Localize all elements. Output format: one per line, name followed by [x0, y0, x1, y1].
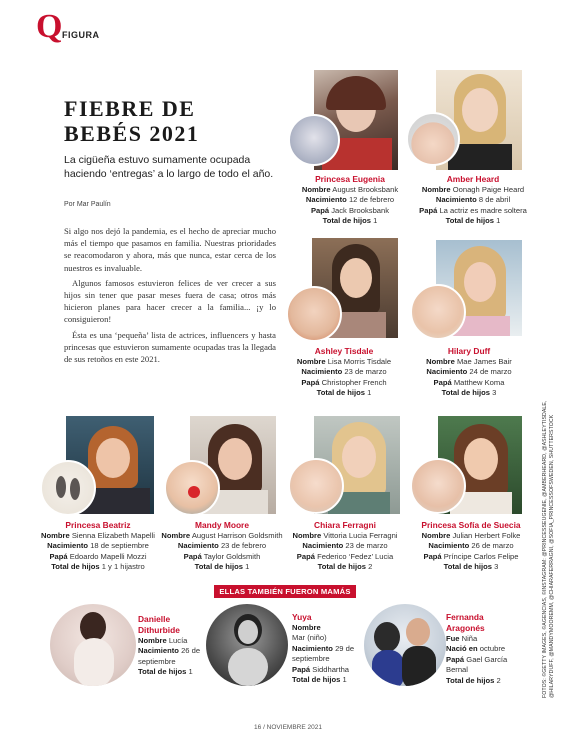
total-children: 3 [492, 388, 497, 398]
baby-photo-chiara [288, 458, 344, 514]
father-name: Jack Brooksbank [331, 205, 390, 215]
total-children: 1 [245, 562, 250, 572]
field-label: Nacimiento [302, 541, 344, 551]
baby-photo-hilary [410, 284, 466, 340]
field-label: Nombre [161, 531, 191, 540]
celeb-name: Amber Heard [446, 174, 500, 184]
father-name: Taylor Goldsmith [203, 551, 261, 561]
birth-date: 26 de marzo [471, 541, 514, 551]
baby-name: Sienna Elizabeth Mapelli [71, 531, 155, 540]
baby-name: August Brooksbank [332, 185, 399, 194]
field-label: Total de hijos [446, 675, 495, 685]
field-label: Nació en [446, 644, 478, 654]
total-children: 1 [342, 675, 347, 685]
birth-date: 18 de septiembre [90, 541, 149, 551]
celeb-name: Princesa Eugenia [315, 174, 385, 184]
field-label: Total de hijos [138, 667, 187, 677]
birth-date: 24 de marzo [469, 367, 512, 377]
field-label: Total de hijos [194, 562, 244, 572]
field-label: Nacimiento [292, 643, 333, 653]
field-label: Papá [423, 551, 442, 561]
father-name: Siddhartha [312, 664, 350, 674]
magazine-logo: Q [36, 8, 63, 45]
mom-photo-danielle [50, 604, 136, 686]
father-name: La actriz es madre soltera [439, 205, 527, 215]
celeb-name: Princesa Beatriz [65, 520, 131, 530]
field-label: Papá [296, 551, 315, 561]
total-children: 1 [367, 388, 372, 398]
mom-photo-yuya [206, 604, 288, 686]
byline: Por Mar Paulín [64, 201, 111, 208]
celeb-name: Princesa Sofía de Suecia [421, 520, 521, 530]
mom-photo-fernanda [364, 604, 446, 686]
birth-date: 23 de marzo [344, 367, 387, 377]
field-label: Total de hijos [292, 675, 341, 685]
field-label: Nombre [296, 357, 326, 366]
field-label: Nombre [426, 357, 455, 366]
celeb-info-mandy [160, 520, 284, 573]
photo-credits [538, 398, 562, 698]
celeb-name: Hilary Duff [447, 346, 491, 356]
field-label: Nacimiento [305, 195, 347, 205]
baby-name: Mae James Bair [456, 357, 512, 366]
total-children: 1 [373, 216, 378, 226]
baby-sex: Niña [461, 634, 478, 643]
baby-name: Mar (niño) [292, 633, 327, 643]
mom-info-danielle [138, 614, 206, 678]
baby-photo-eugenia [288, 114, 340, 166]
mom-info-fernanda [446, 612, 524, 686]
father-name: Príncipe Carlos Felipe [443, 551, 519, 561]
total-children: 2 [368, 562, 373, 572]
field-label: Nombre [138, 636, 167, 645]
total-children: 1 [188, 667, 193, 677]
celeb-info-eugenia [284, 174, 416, 227]
total-children: 2 [496, 675, 501, 685]
field-label: Papá [49, 551, 68, 561]
article-title: FIEBRE DE BEBÉS 2021 [64, 96, 200, 146]
baby-photo-ashley [286, 286, 342, 342]
total-children: 1 [496, 216, 501, 226]
field-label: Papá [292, 664, 311, 674]
birth-date: 29 de septiembre [292, 643, 355, 664]
field-label: Papá [183, 551, 202, 561]
field-label: Total de hijos [51, 562, 100, 572]
celeb-info-hilary [410, 346, 528, 399]
field-label: Nacimiento [47, 541, 89, 551]
section-banner: ELLAS TAMBIÉN FUERON MAMÁS [214, 585, 356, 598]
field-label: Nombre [421, 185, 451, 194]
field-label: Total de hijos [317, 562, 367, 572]
father-name: Gael García Bernal [446, 654, 508, 675]
total-children: 1 y 1 hijastro [101, 562, 145, 572]
mom-name: Fernanda Aragonés [446, 612, 485, 633]
field-label: Papá [310, 205, 330, 215]
field-label: Nacimiento [435, 195, 477, 205]
field-label: Papá [433, 377, 452, 387]
paragraph: Algunos famosos estuvieron felices de ver crecer a sus hijos sin tener que pasar meses fuera de casa; otros más hicieron planes para hacer crecer a la familia... ¡y lo consiguieron! [64, 277, 276, 325]
baby-name: Julian Herbert Folke [452, 531, 521, 540]
field-label: Nombre [301, 185, 331, 194]
mom-info-yuya [292, 612, 362, 685]
field-label: Nacimiento [138, 646, 179, 656]
field-label: Total de hijos [445, 216, 495, 226]
birth-date: 8 de abril [478, 195, 511, 205]
celeb-info-ashley [284, 346, 404, 399]
field-label: Total de hijos [316, 388, 366, 398]
field-label: Nacimiento [428, 541, 470, 551]
field-label: Fue [446, 634, 460, 643]
father-name: Matthew Koma [453, 377, 505, 387]
baby-name: Oonagh Paige Heard [452, 185, 525, 194]
field-label: Nacimiento [426, 367, 468, 377]
celeb-info-amber [406, 174, 540, 227]
paragraph: Ésta es una ‘pequeña’ lista de actrices, influencers y hasta princesas que estuvieron sumamente ocupadas tras la llegada de sus retoños en este 2021. [64, 329, 276, 365]
field-label: Nacimiento [301, 367, 343, 377]
baby-name: Lucía [168, 636, 188, 645]
baby-photo-mandy [164, 460, 220, 516]
field-label: Total de hijos [443, 562, 493, 572]
credits-text: FOTOS: ©GETTY IMAGES, ©AGENCIAS, ©INSTAGRAM: @PRINCESSEUGENIE, @AMBERHEARD, @ASHLEYTISDALE, @HILARYDUFF, @MANDYMOOREMM, @CHIARAFERRAGNI, @SOFIA_PRINCESSOFSWEDEN, SHUTTERSTOCK [542, 400, 555, 698]
baby-name: August Harrison Goldsmith [191, 531, 283, 540]
field-label: Total de hijos [322, 216, 372, 226]
field-label: Papá [446, 654, 465, 664]
baby-name: Vittoria Lucia Ferragni [323, 531, 398, 540]
celeb-info-sofia [408, 520, 534, 573]
page-footer: 16 / NOVIEMBRE 2021 [254, 724, 322, 731]
paragraph: Si algo nos dejó la pandemia, es el hecho de apreciar mucho más el tiempo que pasamos en familia. Nuestras prioridades se reacomodaron y ahora, más que nunca, estar cerca de los nuestros es invaluable. [64, 226, 276, 273]
celeb-info-chiara [284, 520, 406, 573]
birth-date: octubre [479, 644, 506, 654]
father-name: Federico ‘Fedez’ Lucia [317, 551, 394, 561]
baby-photo-beatriz [40, 460, 96, 516]
celeb-name: Mandy Moore [195, 520, 249, 530]
baby-name: Lisa Morris Tisdale [327, 357, 392, 366]
birth-date: 26 de septiembre [138, 646, 201, 666]
article-body [64, 225, 276, 368]
field-label: Nombre [292, 623, 321, 632]
baby-photo-sofia [410, 458, 466, 514]
birth-date: 12 de febrero [348, 195, 395, 205]
celeb-name: Ashley Tisdale [314, 346, 374, 356]
field-label: Nombre [41, 531, 70, 540]
celeb-info-beatriz [36, 520, 160, 573]
baby-photo-amber [406, 112, 460, 166]
celeb-name: Chiara Ferragni [314, 520, 376, 530]
birth-date: 23 de febrero [220, 541, 267, 551]
field-label: Nombre [421, 531, 451, 540]
father-name: Edoardo Mapelli Mozzi [69, 551, 147, 561]
field-label: Nacimiento [177, 541, 219, 551]
article-deck: La cigüeña estuvo sumamente ocupada haciendo ‘entregas’ a lo largo de todo el año. [64, 154, 274, 180]
field-label: Total de hijos [441, 388, 491, 398]
mom-name: Yuya [292, 612, 312, 622]
field-label: Nombre [292, 531, 322, 540]
field-label: Papá [419, 205, 438, 215]
field-label: Papá [301, 377, 320, 387]
section-label: FIGURA [62, 30, 100, 40]
father-name: Christopher French [321, 377, 387, 387]
total-children: 3 [494, 562, 499, 572]
birth-date: 23 de marzo [345, 541, 388, 551]
mom-name: Danielle Dithurbide [138, 614, 180, 635]
